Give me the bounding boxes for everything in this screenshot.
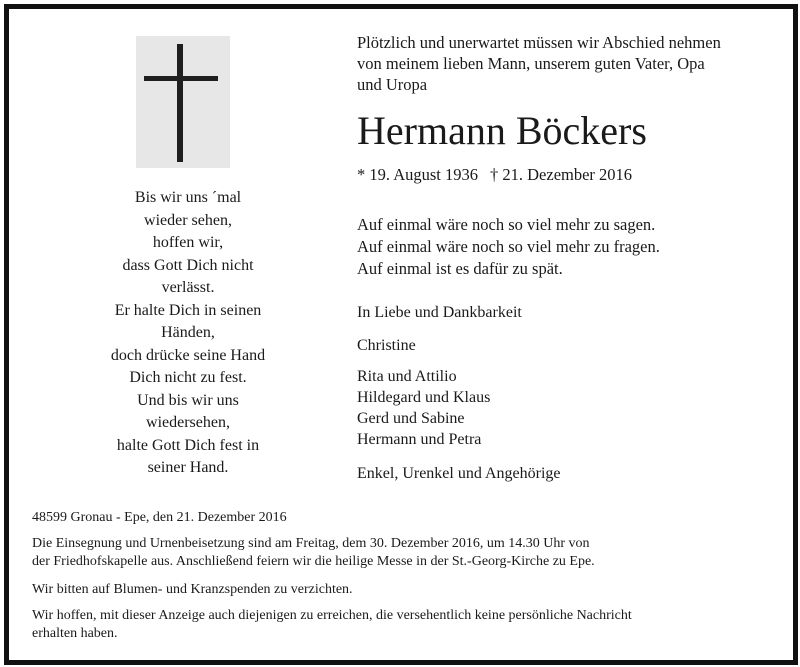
children-line: Hermann und Petra	[357, 431, 482, 448]
verse-line: Auf einmal wäre noch so viel mehr zu sagen.	[357, 215, 656, 234]
children-line: Hildegard und Klaus	[357, 389, 491, 406]
poem-line: verlässt.	[161, 279, 215, 296]
greeting: In Liebe und Dankbarkeit	[357, 304, 522, 321]
poem-line: doch drücke seine Hand	[110, 346, 266, 364]
children-line: Rita und Attilio	[357, 368, 457, 385]
funeral-line: Die Einsegnung und Urnenbeisetzung sind am Freitag, dem 30. Dezember 2016, um 14.30 Uhr von	[32, 536, 590, 551]
notice-line: erhalten haben.	[32, 625, 118, 641]
intro-line: von meinem lieben Mann, unserem guten Vater, Opa	[357, 54, 705, 73]
poem	[88, 187, 288, 480]
poem-line: Dich nicht zu fest.	[129, 369, 247, 386]
cross-horizontal-bar	[144, 76, 218, 81]
place-date	[32, 509, 762, 527]
place-date-text: 48599 Gronau - Epe, den 21. Dezember 2016	[32, 510, 287, 525]
intro-line: Plötzlich und unerwartet müssen wir Abschied nehmen	[357, 33, 721, 52]
intro-text	[357, 32, 787, 95]
notice-line: Wir hoffen, mit dieser Anzeige auch diejenigen zu erreichen, die versehentlich keine persönliche Nachricht	[32, 608, 632, 623]
verse-line: Auf einmal ist es dafür zu spät.	[357, 259, 563, 278]
poem-line: Er halte Dich in seinen	[114, 301, 262, 319]
poem-line: wieder sehen,	[144, 211, 232, 229]
notice-text	[32, 607, 762, 642]
flowers-note	[32, 581, 762, 599]
poem-line: Bis wir uns ´mal	[134, 189, 242, 206]
poem-line: seiner Hand.	[147, 459, 229, 476]
other-relatives: Enkel, Urenkel und Angehörige	[357, 465, 561, 482]
birth-date: * 19. August 1936	[357, 165, 479, 184]
flowers-text: Wir bitten auf Blumen- und Kranzspenden zu verzichten.	[32, 582, 353, 597]
spouse-name: Christine	[357, 337, 416, 354]
verse-line: Auf einmal wäre noch so viel mehr zu fragen.	[357, 237, 660, 256]
deceased-name: Hermann Böckers	[357, 108, 647, 153]
children-line: Gerd und Sabine	[357, 410, 465, 427]
cross-vertical-bar	[177, 44, 183, 162]
poem-line: hoffen wir,	[152, 234, 224, 251]
poem-line: dass Gott Dich nicht	[122, 256, 254, 274]
poem-line: wiedersehen,	[146, 414, 230, 431]
poem-line: halte Gott Dich fest in	[116, 436, 260, 454]
funeral-line: der Friedhofskapelle aus. Anschließend feiern wir die heilige Messe in der St.-Georg-Kirche zu Epe.	[32, 553, 595, 569]
intro-line: und Uropa	[357, 75, 428, 94]
children-list	[357, 366, 490, 450]
cross-icon	[136, 36, 230, 168]
poem-line: Und bis wir uns	[137, 391, 239, 409]
death-date: † 21. Dezember 2016	[490, 165, 633, 184]
poem-line: Händen,	[161, 324, 215, 341]
life-dates	[357, 164, 632, 185]
funeral-info	[32, 535, 762, 570]
verse	[357, 214, 660, 280]
